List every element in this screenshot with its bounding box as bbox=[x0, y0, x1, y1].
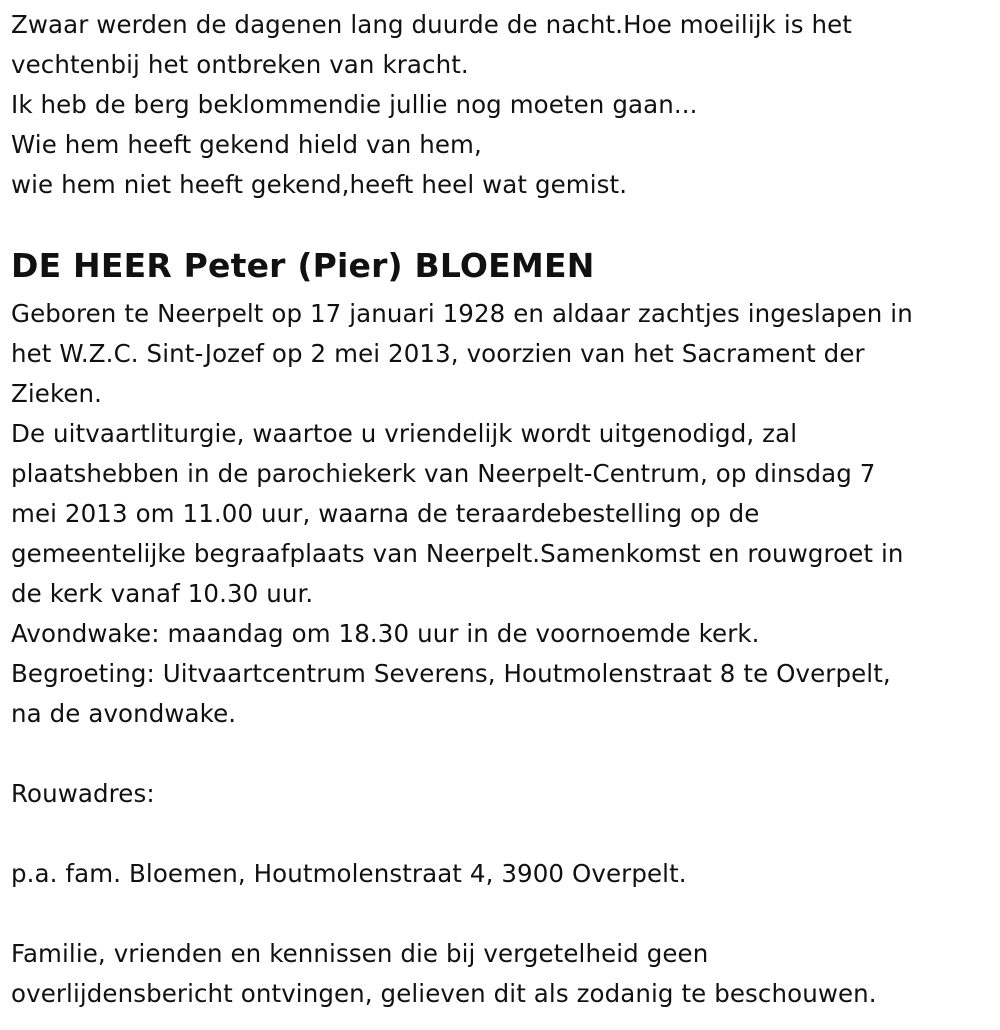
rouwadres-label-section bbox=[11, 774, 991, 814]
rouwadres-address-section bbox=[11, 854, 991, 894]
closing-line: Familie, vrienden en kennissen die bij vergetelheid geen bbox=[11, 939, 709, 968]
details-line: mei 2013 om 11.00 uur, waarna de teraardebestelling op de bbox=[11, 499, 760, 528]
poem-line: Zwaar werden de dagenen lang duurde de nacht.Hoe moeilijk is het bbox=[11, 10, 852, 39]
poem-line: Wie hem heeft gekend hield van hem, bbox=[11, 130, 482, 159]
rouwadres-label: Rouwadres: bbox=[11, 779, 155, 808]
deceased-name: DE HEER Peter (Pier) BLOEMEN bbox=[11, 246, 595, 285]
details-line: Begroeting: Uitvaartcentrum Severens, Houtmolenstraat 8 te Overpelt, bbox=[11, 659, 891, 688]
poem-line: wie hem niet heeft gekend,heeft heel wat gemist. bbox=[11, 170, 628, 199]
details-line: Geboren te Neerpelt op 17 januari 1928 en aldaar zachtjes ingeslapen in bbox=[11, 299, 913, 328]
details-line: na de avondwake. bbox=[11, 699, 237, 728]
rouwadres-address: p.a. fam. Bloemen, Houtmolenstraat 4, 3900 Overpelt. bbox=[11, 859, 687, 888]
details-line: De uitvaartliturgie, waartoe u vriendelijk wordt uitgenodigd, zal bbox=[11, 419, 798, 448]
details-line: Avondwake: maandag om 18.30 uur in de voornoemde kerk. bbox=[11, 619, 760, 648]
poem-section bbox=[11, 5, 991, 205]
closing-section bbox=[11, 934, 991, 1014]
details-line: plaatshebben in de parochiekerk van Neerpelt-Centrum, op dinsdag 7 bbox=[11, 459, 876, 488]
details-section bbox=[11, 294, 991, 734]
poem-line: Ik heb de berg beklommendie jullie nog moeten gaan... bbox=[11, 90, 698, 119]
details-line: Zieken. bbox=[11, 379, 103, 408]
details-line: gemeentelijke begraafplaats van Neerpelt.Samenkomst en rouwgroet in bbox=[11, 539, 904, 568]
poem-line: vechtenbij het ontbreken van kracht. bbox=[11, 50, 469, 79]
details-line: de kerk vanaf 10.30 uur. bbox=[11, 579, 314, 608]
closing-line: overlijdensbericht ontvingen, gelieven dit als zodanig te beschouwen. bbox=[11, 979, 877, 1008]
deceased-name-section bbox=[11, 246, 991, 286]
details-line: het W.Z.C. Sint-Jozef op 2 mei 2013, voorzien van het Sacrament der bbox=[11, 339, 865, 368]
